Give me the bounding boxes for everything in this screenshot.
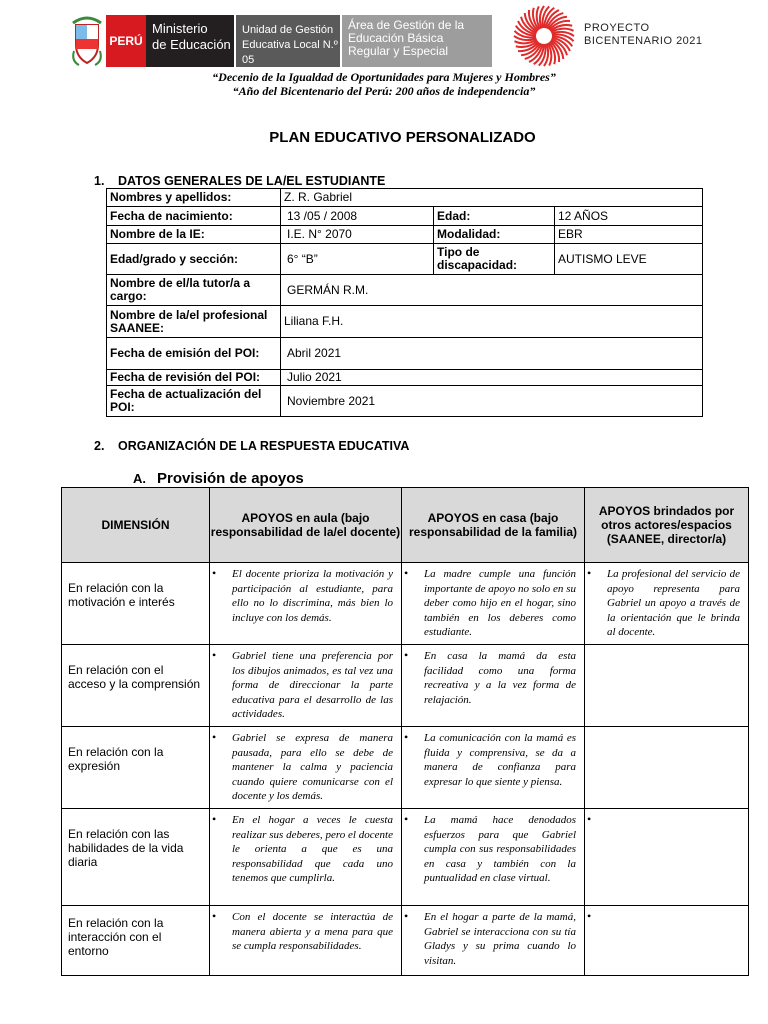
modalidad-value: EBR bbox=[555, 226, 703, 244]
aula-item: • El docente prioriza la motivación y participación al estudiante, para ello no lo discrimina, más bien lo incluye con los demás. bbox=[212, 566, 393, 624]
otros-empty-cell bbox=[585, 645, 749, 727]
casa-item: • La madre cumple una función importante de apoyo no solo en su deber como hijo en el hogar, sino también en los deberes como estudiante. bbox=[404, 566, 576, 638]
bullet-icon: • bbox=[212, 648, 217, 662]
ie-value: I.E. N° 2070 bbox=[281, 226, 434, 244]
saanee-label: Nombre de la/el profesional SAANEE: bbox=[107, 306, 281, 338]
emision-value: Abril 2021 bbox=[281, 338, 703, 370]
table-row bbox=[62, 645, 749, 727]
bullet-icon: • bbox=[404, 566, 409, 580]
table-row bbox=[107, 386, 703, 417]
bullet-icon: • bbox=[404, 730, 409, 744]
fecha-nac-value: 13 /05 / 2008 bbox=[281, 207, 434, 226]
aula-item: • En el hogar a veces le cuesta realizar sus deberes, pero el docente le orienta a que es una responsabilidad que cada uno tenemos que cumplirla. bbox=[212, 812, 393, 884]
table-row bbox=[107, 338, 703, 370]
table-row bbox=[62, 906, 749, 976]
subsection-heading: A. Provisión de apoyos bbox=[133, 470, 304, 487]
casa-item: • En casa la mamá da esta facilidad como una forma recreativa y a la vez forma de relajación. bbox=[404, 648, 576, 706]
dimension-cell: En relación con el acceso y la comprensión bbox=[62, 645, 210, 727]
actualizacion-value: Noviembre 2021 bbox=[281, 386, 703, 417]
minedu-logo bbox=[70, 15, 232, 67]
casa-item: • La comunicación con la mamá es fluida y comprensiva, se da a manera de confianza para expresar lo que siente y piensa. bbox=[404, 730, 576, 788]
tutor-label: Nombre de el/la tutor/a a cargo: bbox=[107, 275, 281, 306]
section-1-heading: 1. DATOS GENERALES DE LA/EL ESTUDIANTE bbox=[94, 174, 386, 188]
otros-item: • La profesional del servicio de apoyo representa para Gabriel un apoyo a través de la orientación que le brinda al docente. bbox=[587, 566, 740, 638]
table-row bbox=[62, 727, 749, 809]
table-row bbox=[107, 244, 703, 275]
bullet-icon: • bbox=[587, 812, 592, 826]
dimension-cell: En relación con la expresión bbox=[62, 727, 210, 809]
dimension-cell: En relación con la motivación e interés bbox=[62, 563, 210, 645]
ministerio-label: Ministerio de Educación bbox=[146, 15, 234, 67]
bicentenario-sun-icon bbox=[512, 4, 576, 68]
bullet-icon: • bbox=[404, 909, 409, 923]
bullet-icon: • bbox=[587, 566, 592, 580]
bullet-icon: • bbox=[212, 909, 217, 923]
grado-value: 6° “B” bbox=[281, 244, 434, 275]
section-2-heading: 2. ORGANIZACIÓN DE LA RESPUESTA EDUCATIVA bbox=[94, 439, 410, 453]
bullet-icon: • bbox=[404, 648, 409, 662]
table-row bbox=[62, 563, 749, 645]
page-title: PLAN EDUCATIVO PERSONALIZADO bbox=[269, 129, 536, 146]
aula-item: • Gabriel tiene una preferencia por los dibujos animados, es tal vez una forma de direccionar la parte educativa para el desarrollo de las actividades. bbox=[212, 648, 393, 720]
table-row bbox=[107, 207, 703, 226]
discapacidad-value: AUTISMO LEVE bbox=[555, 244, 703, 275]
table-row bbox=[107, 370, 703, 386]
ugel-label: Unidad de Gestión Educativa Local N.º 05 bbox=[236, 15, 340, 67]
header-aula: APOYOS en aula (bajo responsabilidad de la/el docente) bbox=[210, 488, 402, 563]
ie-label: Nombre de la IE: bbox=[107, 226, 281, 244]
header-casa: APOYOS en casa (bajo responsabilidad de la familia) bbox=[402, 488, 585, 563]
saanee-value: Liliana F.H. bbox=[281, 306, 703, 338]
table-row bbox=[107, 226, 703, 244]
grado-label: Edad/grado y sección: bbox=[107, 244, 281, 275]
nombres-label: Nombres y apellidos: bbox=[107, 189, 281, 207]
table-row bbox=[107, 275, 703, 306]
decenio-text: “Decenio de la Igualdad de Oportunidades para Mujeres y Hombres” “Año del Bicentenario del Perú: 200 años de independencia” bbox=[212, 70, 556, 98]
otros-item bbox=[585, 906, 748, 923]
discapacidad-label: Tipo de discapacidad: bbox=[434, 244, 555, 275]
bullet-icon: • bbox=[404, 812, 409, 826]
dimension-cell: En relación con las habilidades de la vida diaria bbox=[62, 809, 210, 906]
bullet-icon: • bbox=[587, 909, 592, 923]
table-row bbox=[107, 189, 703, 207]
otros-item bbox=[585, 809, 748, 826]
revision-label: Fecha de revisión del POI: bbox=[107, 370, 281, 386]
header-otros: APOYOS brindados por otros actores/espacios (SAANEE, director/a) bbox=[585, 488, 749, 563]
aula-item: • Gabriel se expresa de manera pausada, para ello se debe de mantener la calma y paciencia cuando quiere comunicarse con el docente y los demás. bbox=[212, 730, 393, 802]
bullet-icon: • bbox=[212, 812, 217, 826]
aula-item: • Con el docente se interactúa de manera abierta y a mena para que se cumpla responsabilidades. bbox=[212, 909, 393, 952]
casa-item: • La mamá hace denodados esfuerzos para que Gabriel cumpla con sus responsabilidades en casa y también con la puntualidad en clase virtual. bbox=[404, 812, 576, 884]
bullet-icon: • bbox=[212, 566, 217, 580]
provision-apoyos-table bbox=[61, 487, 749, 976]
revision-value: Julio 2021 bbox=[281, 370, 703, 386]
edad-value: 12 AÑOS bbox=[555, 207, 703, 226]
modalidad-label: Modalidad: bbox=[434, 226, 555, 244]
table-row bbox=[62, 809, 749, 906]
otros-empty-cell bbox=[585, 727, 749, 809]
edad-label: Edad: bbox=[434, 207, 555, 226]
peru-label: PERÚ bbox=[106, 15, 146, 67]
actualizacion-label: Fecha de actualización del POI: bbox=[107, 386, 281, 417]
bullet-icon: • bbox=[212, 730, 217, 744]
table-header-row bbox=[62, 488, 749, 563]
peru-coat-of-arms-icon bbox=[70, 15, 104, 67]
area-gestion-label: Área de Gestión de la Educación Básica Regular y Especial bbox=[342, 15, 492, 67]
header-dimension: DIMENSIÓN bbox=[62, 488, 210, 563]
dimension-cell: En relación con la interacción con el entorno bbox=[62, 906, 210, 976]
emision-label: Fecha de emisión del POI: bbox=[107, 338, 281, 370]
casa-item: • En el hogar a parte de la mamá, Gabriel se interacciona con su tía Gladys y su prima cuando lo visitan. bbox=[404, 909, 576, 967]
table-row bbox=[107, 306, 703, 338]
datos-generales-table bbox=[106, 188, 703, 417]
nombres-value: Z. R. Gabriel bbox=[281, 189, 703, 207]
fecha-nac-label: Fecha de nacimiento: bbox=[107, 207, 281, 226]
bicentenario-label: PROYECTO BICENTENARIO 2021 bbox=[584, 22, 703, 47]
tutor-value: GERMÁN R.M. bbox=[281, 275, 703, 306]
